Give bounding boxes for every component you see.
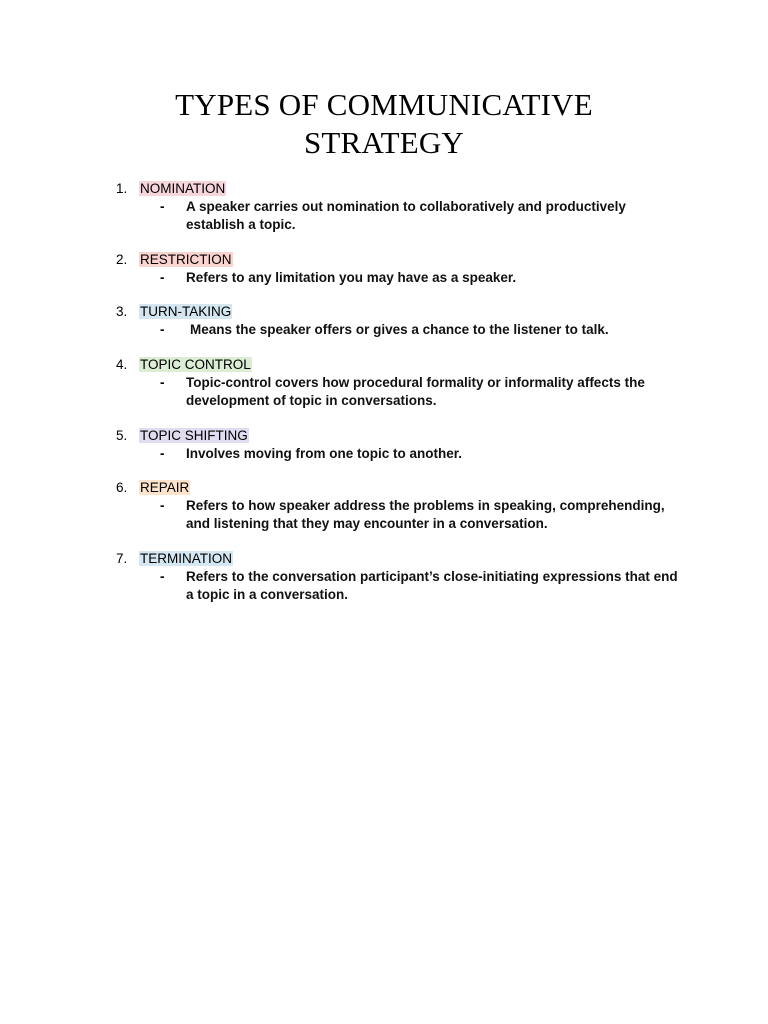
item-bullet: -	[160, 446, 165, 461]
item-bullet: -	[160, 270, 165, 285]
item-description: Refers to the conversation participant’s close-initiating expressions that end a topic in a conversation.	[186, 569, 678, 602]
item-bullet: -	[160, 569, 165, 584]
item-description: Refers to how speaker address the problems in speaking, comprehending, and listening that they may encounter in a conversation.	[186, 498, 665, 531]
item-bullet: -	[160, 375, 165, 390]
item-heading: TOPIC SHIFTING	[140, 428, 248, 443]
item-number: 3.	[116, 304, 128, 319]
item-heading: RESTRICTION	[140, 252, 232, 267]
title-line-1: TYPES OF COMMUNICATIVE	[175, 87, 593, 122]
item-number: 5.	[116, 428, 128, 443]
item-heading: TURN-TAKING	[140, 304, 232, 319]
item-number: 1.	[116, 181, 128, 196]
item-bullet: -	[160, 498, 165, 513]
item-number: 2.	[116, 252, 128, 267]
page-title	[0, 86, 768, 162]
item-description: Involves moving from one topic to another.	[186, 446, 463, 461]
title-line-2: STRATEGY	[303, 125, 465, 160]
item-heading: REPAIR	[140, 480, 190, 495]
item-number: 6.	[116, 480, 128, 495]
item-description: Refers to any limitation you may have as a speaker.	[186, 270, 517, 285]
item-description: Means the speaker offers or gives a chance to the listener to talk.	[190, 322, 609, 337]
item-bullet: -	[160, 322, 165, 337]
item-heading: NOMINATION	[140, 181, 226, 196]
item-description: Topic-control covers how procedural formality or informality affects the development of topic in conversations.	[186, 375, 645, 408]
item-number: 4.	[116, 357, 128, 372]
item-heading: TOPIC CONTROL	[140, 357, 251, 372]
item-heading: TERMINATION	[140, 551, 232, 566]
item-bullet: -	[160, 199, 165, 214]
item-number: 7.	[116, 551, 128, 566]
item-description: A speaker carries out nomination to collaboratively and productively establish a topic.	[186, 199, 626, 232]
